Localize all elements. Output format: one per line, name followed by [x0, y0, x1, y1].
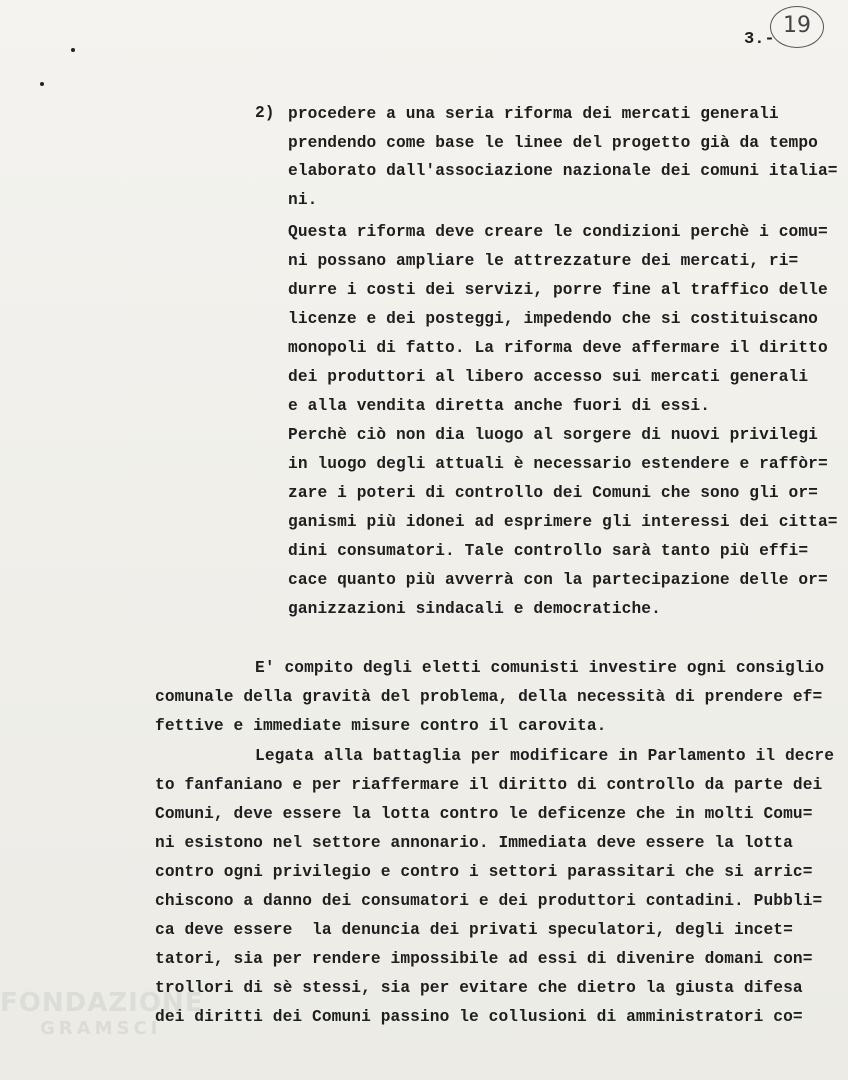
archive-page-stamp: 19	[770, 6, 824, 48]
page-number: 3.-	[744, 30, 775, 49]
fondazione-gramsci-watermark: FONDAZIONE GRAMSCI	[0, 988, 204, 1039]
text-line: tatori, sia per rendere impossibile ad essi di divenire domani con=	[155, 950, 813, 968]
text-line: monopoli di fatto. La riforma deve affermare il diritto	[288, 339, 828, 357]
text-line: Questa riforma deve creare le condizioni perchè i comu=	[288, 223, 828, 241]
text-line: prendendo come base le linee del progetto già da tempo	[288, 134, 818, 152]
text-line: fettive e immediate misure contro il carovita.	[155, 717, 607, 735]
text-line: ca deve essere la denuncia dei privati speculatori, degli incet=	[155, 921, 793, 939]
text-line: ganismi più idonei ad esprimere gli interessi dei citta=	[288, 513, 838, 531]
list-item-marker: 2)	[255, 104, 275, 122]
text-line: chiscono a danno dei consumatori e dei produttori contadini. Pubbli=	[155, 892, 823, 910]
ink-speck	[71, 48, 75, 52]
text-line: dei produttori al libero accesso sui mercati generali	[288, 368, 809, 386]
text-line: procedere a una seria riforma dei mercati generali	[288, 105, 779, 123]
text-line: ganizzazioni sindacali e democratiche.	[288, 600, 661, 618]
text-line: licenze e dei posteggi, impedendo che si costituiscano	[288, 310, 818, 328]
text-line: Perchè ciò non dia luogo al sorgere di nuovi privilegi	[288, 426, 818, 444]
text-line: to fanfaniano e per riaffermare il diritto di controllo da parte dei	[155, 776, 823, 794]
text-line: comunale della gravità del problema, della necessità di prendere ef=	[155, 688, 823, 706]
text-line: cace quanto più avverrà con la partecipazione delle or=	[288, 571, 828, 589]
text-line: trollori di sè stessi, sia per evitare che dietro la giusta difesa	[155, 979, 803, 997]
text-line: durre i costi dei servizi, porre fine al traffico delle	[288, 281, 828, 299]
ink-speck	[40, 82, 44, 86]
text-line: Comuni, deve essere la lotta contro le deficenze che in molti Comu=	[155, 805, 813, 823]
text-line: contro ogni privilegio e contro i settori parassitari che si arric=	[155, 863, 813, 881]
text-line: E' compito degli eletti comunisti investire ogni consiglio	[255, 659, 825, 677]
text-line: ni possano ampliare le attrezzature dei mercati, ri=	[288, 252, 799, 270]
text-line: dini consumatori. Tale controllo sarà tanto più effi=	[288, 542, 809, 560]
text-line: Legata alla battaglia per modificare in Parlamento il decre	[255, 747, 835, 765]
text-line: ni.	[288, 191, 318, 209]
text-line: elaborato dall'associazione nazionale dei comuni italia=	[288, 162, 838, 180]
text-line: dei diritti dei Comuni passino le collusioni di amministratori co=	[155, 1008, 803, 1026]
text-line: in luogo degli attuali è necessario estendere e raffòr=	[288, 455, 828, 473]
text-line: e alla vendita diretta anche fuori di essi.	[288, 397, 711, 415]
text-line: ni esistono nel settore annonario. Immediata deve essere la lotta	[155, 834, 793, 852]
text-line: zare i poteri di controllo dei Comuni che sono gli or=	[288, 484, 818, 502]
